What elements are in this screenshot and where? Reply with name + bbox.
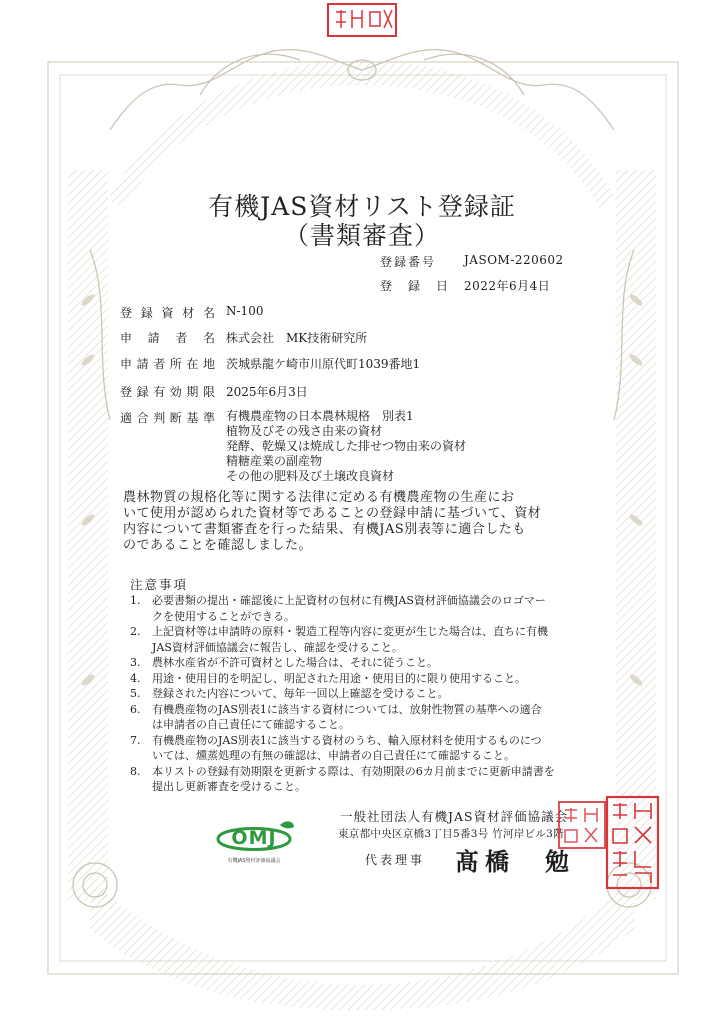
note-number: 5. [130,687,141,700]
note-number: 1. [130,594,141,607]
note-number: 7. [130,733,141,747]
field-label: 登録有効期限 [120,385,216,399]
omj-logo-caption: 有機JAS資材評価協議会 [227,858,281,864]
top-seal-stamp [326,2,398,38]
field-material-name [120,304,263,321]
field-label: 登録資材名 [120,306,216,320]
omj-logo-text: OMJ [231,827,277,849]
field-value: 茨城県龍ケ崎市川原代町1039番地1 [226,357,421,371]
note-number: 6. [130,702,141,716]
note-item [130,764,595,795]
field-label: 適合判断基準 [120,411,216,425]
registration-number: JASOM-220602 [464,253,564,267]
registration-date: 2022年6月4日 [464,279,551,293]
notes-title: 注意事項 [130,577,189,592]
issuer-organization: 一般社団法人有機JAS資材評価協議会 [340,809,569,824]
note-number: 2. [130,625,141,638]
representative-seal [605,795,660,890]
criteria-list [226,409,466,484]
note-number: 8. [130,764,141,778]
criteria-line: 精糖産業の副産物 [226,454,323,468]
note-item [130,655,595,671]
criteria-line: 発酵、乾燥又は焼成した排せつ物由来の資材 [226,439,467,453]
note-text: 農林水産省が不許可資材とした場合は、それに従うこと。 [152,656,438,669]
certification-statement [123,490,593,554]
field-label: 申請者所在地 [120,357,216,371]
registration-date-label: 登 録 日 [380,279,451,293]
note-text: JAS資材評価協議会に報告し、確認を受けること。 [152,640,403,654]
note-text: 必要書類の提出・確認後に上記資材の包材に有機JAS資材評価協議会のロゴマー [152,594,546,607]
note-item [130,593,595,624]
field-value: N-100 [226,304,264,318]
issuer-address: 東京都中央区京橋3丁目5番3号 竹河岸ビル3階 [338,828,564,840]
field-expiry [120,383,308,400]
registration-number-label: 登録番号 [380,255,437,269]
field-value: 2025年6月3日 [226,385,308,399]
field-criteria [120,409,466,484]
field-applicant [120,329,367,346]
issuer-rep-title: 代表理事 [365,853,426,867]
statement-line: いて使用が認められた資材等であることの登録申請に基づいて、資材 [123,506,542,521]
statement-line: のであることを確認しました。 [123,538,313,553]
note-text: 登録された内容について、毎年一回以上確認を受けること。 [152,687,449,700]
association-seal [557,800,607,850]
note-text: いては、燻蒸処理の有無の確認は、申請者の自己責任にて確認すること。 [152,749,515,762]
statement-line: 農林物質の規格化等に関する法律に定める有機農産物の生産にお [123,490,515,505]
note-item [130,702,595,733]
statement-line: 内容について書類審査を行った結果、有機JAS別表等に適合したも [123,522,526,537]
note-text: は申請者の自己責任にて確認すること。 [152,718,350,731]
criteria-line: その他の肥料及び土壌改良資材 [226,469,395,483]
note-item [130,686,595,702]
note-text: 有機農産物のJAS別表1に該当する資材のうち、輸入原材料を使用するものにつ [152,733,542,747]
criteria-line: 植物及びその残さ由来の資材 [226,424,383,438]
note-number: 4. [130,671,141,685]
note-text: 有機農産物のJAS別表1に該当する資材については、放射性物質の基準への適合 [152,702,542,716]
note-text: 本リストの登録有効期限を更新する際は、有効期限の6カ月前までに更新申請書を [152,764,555,778]
certificate-subtitle: （書類審査） [283,221,440,250]
note-text: クを使用することができる。 [152,609,295,623]
omj-logo [210,817,298,869]
note-text: 提出し更新審査を受けること。 [152,780,306,793]
notes-list [130,593,595,795]
note-text: 上記資材等は申請時の原料・製造工程等内容に変更が生じた場合は、直ちに有機 [152,625,548,638]
issuer-rep-name: 髙橋 勉 [455,847,575,876]
field-applicant-address [120,355,420,372]
criteria-line: 有機農産物の日本農林規格 別表1 [226,409,414,423]
note-text: 用途・使用目的を明記し、明記された用途・使用目的に限り使用すること。 [152,671,526,685]
note-item [130,624,595,655]
note-item [130,733,595,764]
note-number: 3. [130,656,141,669]
note-item [130,671,595,687]
certificate-title: 有機JAS資材リスト登録証 [208,192,516,221]
field-value: 株式会社 MK技術研究所 [226,331,368,345]
field-label: 申請者名 [120,331,216,345]
